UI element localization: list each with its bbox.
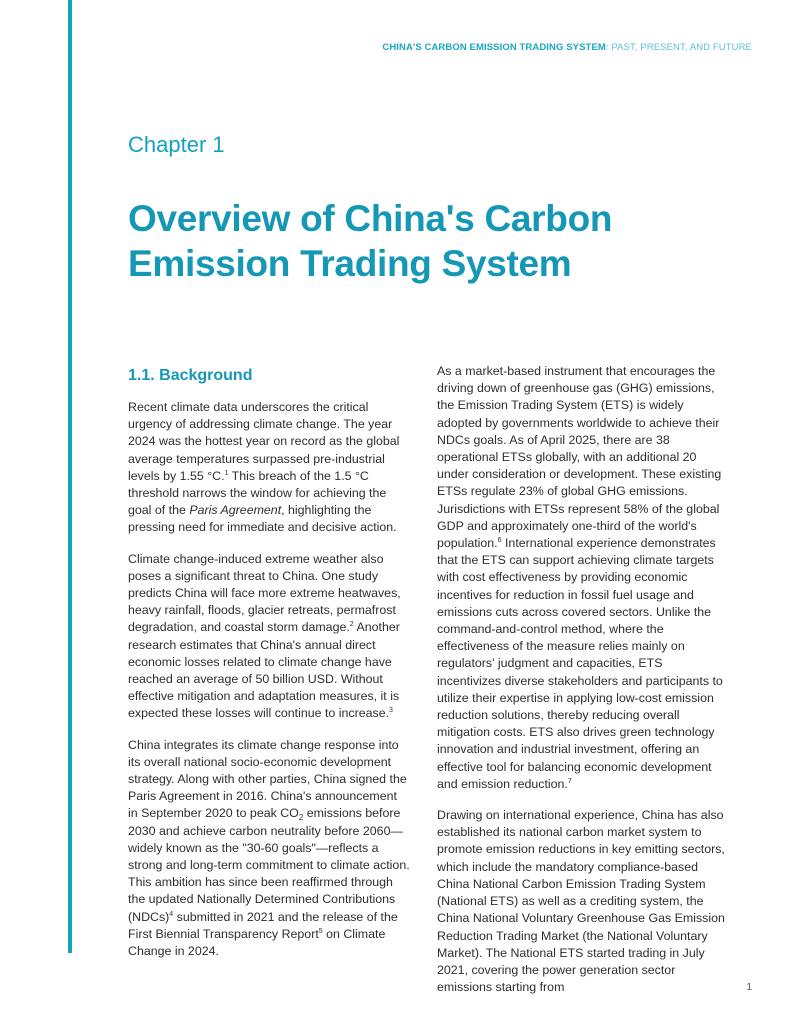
left-column (128, 365, 410, 974)
text-run: Another research estimates that China's annual direct economic losses related to climate change have reached an average of 50 billion USD. Without effective mitigation and adaptation measures, it is expected these losses will continue to increase. (128, 620, 400, 721)
footnote-ref: 4 (169, 910, 174, 918)
running-header-subtitle: : PAST, PRESENT, AND FUTURE (605, 42, 752, 53)
paragraph-ets-overview (437, 363, 729, 793)
footnote-ref: 3 (389, 707, 393, 715)
paragraph-national-strategy (128, 737, 410, 961)
text-run: submitted in 2021 and the release of the First Biennial Transparency Report (128, 909, 398, 941)
footnote-ref: 5 (318, 927, 323, 935)
paragraph-climate-urgency (128, 399, 410, 537)
text-run: Recent climate data underscores the critical urgency of addressing climate change. The year 2024 was the hottest year on record as the global average temperatures surpassed pre-industrial levels by 1.55 °C. (128, 400, 400, 483)
subscript: 2 (298, 813, 304, 823)
text-run: on Climate Change in 2024. (128, 926, 386, 959)
paragraph-extreme-weather (128, 551, 410, 723)
paragraph-national-market (437, 807, 729, 996)
chapter-label: Chapter 1 (128, 132, 225, 157)
running-header (382, 42, 752, 53)
left-accent-rule (68, 0, 72, 953)
section-heading: 1.1. Background (128, 367, 253, 384)
text-run: Climate change-induced extreme weather also poses a significant threat to China. One study predicts China will face more extreme heatwaves, heavy rainfall, floods, glacier retreats, permafrost degradation, and coastal storm damage. (128, 551, 401, 635)
footnote-ref: 2 (349, 621, 354, 629)
text-run: Drawing on international experience, China has also established its national carbon market system to promote emission reductions in key emitting sectors, which include the mandatory compliance-based China National Carbon Emission Trading System (National ETS) as well as a crediting system, the China National Voluntary Greenhouse Gas Emission Reduction Trading Market (the National Voluntary Market). The National ETS started trading in July 2021, covering the power generation sector emissions starting from (437, 808, 725, 995)
right-column (437, 363, 729, 1010)
text-run: emissions before 2030 and achieve carbon neutrality before 2060—widely known as the "30-60 goals"—reflects a strong and long-term commitment to climate action. This ambition has since been reaffirmed through the updated Nationally Determined Contributions (NDCs) (128, 806, 410, 924)
italic-text: Paris Agreement (189, 503, 282, 518)
text-run: This breach of the 1.5 °C threshold narrows the window for achieving the goal of the (128, 468, 387, 518)
footnote-ref: 7 (567, 777, 572, 785)
chapter-title: Overview of China's Carbon Emission Trading System (128, 198, 613, 284)
text-run: , highlighting the pressing need for immediate and decisive action. (128, 503, 397, 535)
running-header-title: CHINA'S CARBON EMISSION TRADING SYSTEM (382, 42, 606, 53)
page-number: 1 (746, 982, 752, 993)
text-run: International experience demonstrates that the ETS can support achieving climate targets with cost effectiveness by providing economic incentives for reduction in fossil fuel usage and emissions cuts across covered sectors. Unlike the command-and-control method, where the effectiveness of the measure relies mainly on regulators' judgment and capacities, ETS incentivizes diverse stakeholders and participants to utilize their expertise in applying low-cost emission reduction solutions, thereby reducing overall mitigation costs. ETS also drives green technology innovation and industrial investment, offering an effective tool for balancing economic development and emission reduction. (437, 536, 723, 791)
footnote-ref: 1 (224, 469, 229, 477)
footnote-ref: 6 (497, 537, 502, 545)
text-run: China integrates its climate change response into its overall national socio-economic development strategy. Along with other parties, China signed the Paris Agreement in 2016. China's announcement in September 2020 to peak CO (128, 737, 407, 821)
text-run: As a market-based instrument that encourages the driving down of greenhouse gas (GHG) emissions, the Emission Trading System (ETS) is widely adopted by governments worldwide to achieve their NDCs goals. As of April 2025, there are 38 operational ETSs globally, with an additional 20 under consideration or development. These existing ETSs regulate 23% of global GHG emissions. Jurisdictions with ETSs represent 58% of the global GDP and approximately one-third of the world's population. (437, 364, 722, 551)
